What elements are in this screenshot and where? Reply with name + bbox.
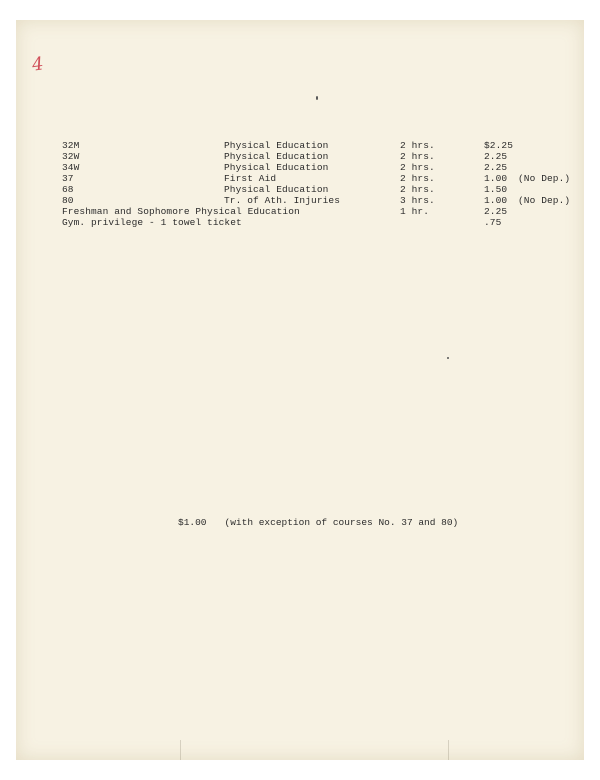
course-fee: $2.25 [484, 140, 514, 151]
course-code: 37 [62, 173, 74, 184]
handwritten-page-number: 4 [30, 53, 45, 76]
deposit-amount: $1.00 [178, 517, 207, 528]
deposit-footnote [178, 517, 458, 528]
course-fee: 2.25 [484, 151, 508, 162]
course-code: Freshman and Sophomore Physical Education [62, 206, 300, 217]
course-hours: 1 hr. [400, 206, 430, 217]
course-hours: 2 hrs. [400, 173, 435, 184]
course-fee: .75 [484, 217, 502, 228]
course-hours: 3 hrs. [400, 195, 435, 206]
ink-speck [447, 357, 449, 359]
course-subject: Physical Education [224, 162, 329, 173]
fee-note: (No Dep.) [518, 195, 571, 206]
course-subject: Physical Education [224, 140, 329, 151]
course-fee: 1.00 [484, 173, 508, 184]
course-code: 34W [62, 162, 80, 173]
course-hours: 2 hrs. [400, 184, 435, 195]
course-subject: Physical Education [224, 184, 329, 195]
course-hours: 2 hrs. [400, 140, 435, 151]
course-hours: 2 hrs. [400, 162, 435, 173]
course-fee: 2.25 [484, 206, 508, 217]
fee-note: (No Dep.) [518, 173, 571, 184]
ink-speck [316, 96, 318, 100]
course-subject: Physical Education [224, 151, 329, 162]
course-code: Gym. privilege - 1 towel ticket [62, 217, 242, 228]
paper-edge-mark [180, 740, 181, 760]
course-fees-table [0, 0, 600, 240]
course-code: 80 [62, 195, 74, 206]
paper-edge-mark [448, 740, 449, 760]
course-fee: 1.50 [484, 184, 508, 195]
course-code: 32M [62, 140, 80, 151]
deposit-exception-text: (with exception of courses No. 37 and 80) [224, 517, 459, 528]
course-fee: 1.00 [484, 195, 508, 206]
course-code: 32W [62, 151, 80, 162]
course-fee: 2.25 [484, 162, 508, 173]
course-subject: Tr. of Ath. Injuries [224, 195, 341, 206]
course-hours: 2 hrs. [400, 151, 435, 162]
course-code: 68 [62, 184, 74, 195]
course-subject: First Aid [224, 173, 277, 184]
